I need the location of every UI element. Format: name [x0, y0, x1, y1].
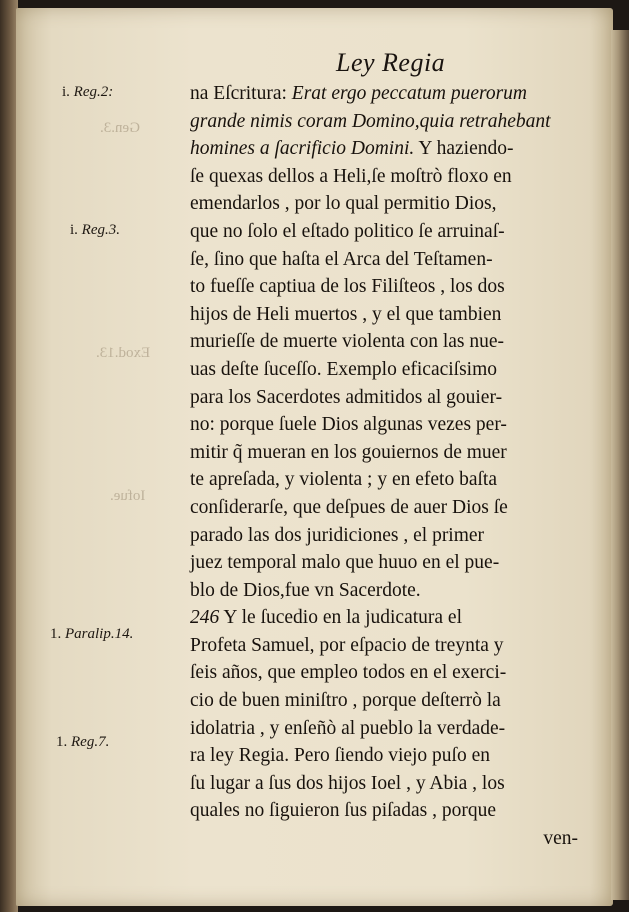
text-segment: ſu lugar a ſus dos hijos Ioel , y Abia , los	[190, 772, 505, 794]
text-segment: hijos de Heli muertos , y el que tambien	[190, 303, 502, 325]
text-segment: ven-	[543, 828, 578, 850]
text-line	[190, 494, 578, 522]
text-line	[190, 328, 578, 356]
margin-note-reference: Reg.7.	[71, 734, 110, 750]
page-edge	[611, 30, 629, 900]
text-segment: parado las dos juridiciones , el primer	[190, 524, 485, 546]
bleed-through-mark: Exod.13.	[96, 345, 151, 361]
text-line	[190, 384, 578, 412]
text-segment: ſe quexas dellos a Heli,ſe moſtrò floxo en	[190, 165, 512, 187]
text-line	[190, 742, 578, 770]
text-segment: uas deſte ſuceſſo. Exemplo eficaciſsimo	[190, 358, 498, 380]
text-line	[190, 356, 578, 384]
margin-note-reference: Paralip.14.	[65, 626, 134, 642]
margin-note-number: i.	[70, 222, 78, 238]
margin-note-number: 1.	[56, 734, 68, 750]
text-line	[190, 715, 578, 743]
text-line	[190, 659, 578, 687]
bleed-through-mark: Iofue.	[110, 488, 146, 504]
text-segment: blo de Dios,fue vn Sacerdote.	[190, 579, 421, 601]
body-text	[190, 80, 578, 853]
margin-note-reg-2	[62, 84, 182, 101]
text-line	[190, 797, 578, 825]
text-line	[190, 108, 578, 136]
text-line	[190, 80, 578, 108]
text-segment: quales no ſiguieron ſus piſadas , porque	[190, 800, 496, 822]
text-line	[190, 632, 578, 660]
margin-note-reg-3	[70, 222, 190, 239]
text-line	[190, 466, 578, 494]
text-line	[190, 604, 578, 632]
text-segment: para los Sacerdotes admitidos al gouier-	[190, 386, 503, 408]
text-segment: no: porque ſuele Dios algunas vezes per-	[190, 414, 507, 436]
margin-note-reg-7	[56, 734, 176, 751]
text-line	[190, 439, 578, 467]
text-line	[190, 411, 578, 439]
margin-note-paralip-14	[50, 626, 170, 643]
text-segment: murieſſe de muerte violenta con las nue-	[190, 331, 505, 353]
text-line	[190, 218, 578, 246]
text-segment: Profeta Samuel, por eſpacio de treynta y	[190, 634, 504, 656]
text-segment: ſe, ſino que haſta el Arca del Teſtamen-	[190, 248, 493, 270]
latin-quotation: homines a ſacrificio Domini.	[190, 138, 415, 160]
text-segment: ſeis años, que empleo todos en el exerci-	[190, 662, 507, 684]
margin-note-reference: Reg.3.	[81, 222, 120, 238]
text-line	[190, 135, 578, 163]
text-segment: idolatria , y enſeñò al pueblo la verdade-	[190, 717, 506, 739]
text-line	[190, 687, 578, 715]
text-segment: conſiderarſe, que deſpues de auer Dios ſe	[190, 496, 508, 518]
text-segment: ra ley Regia. Pero ſiendo viejo puſo en	[190, 745, 491, 767]
margin-note-number: i.	[62, 84, 70, 100]
text-segment: te apreſada, y violenta ; y en efeto baſta	[190, 469, 497, 491]
text-segment: que no ſolo el eſtado politico ſe arruinaſ-	[190, 220, 505, 242]
text-line	[190, 577, 578, 605]
text-segment: to fueſſe captiua de los Filiſteos , los dos	[190, 276, 505, 298]
text-line	[190, 522, 578, 550]
text-segment: cio de buen miniſtro , porque deſterrò la	[190, 690, 501, 712]
text-line	[190, 163, 578, 191]
bleed-through-mark: Gen.3.	[100, 120, 140, 136]
running-head: Ley Regia	[336, 48, 446, 77]
latin-quotation: Erat ergo peccatum puerorum	[291, 83, 528, 104]
margin-note-reference: Reg.2:	[73, 84, 114, 100]
margin-note-number: 1.	[50, 626, 62, 642]
paragraph-number: 246	[190, 607, 220, 629]
text-segment: emendarlos , por lo qual permitio Dios,	[190, 193, 497, 215]
text-segment: mitir q̃ mueran en los gouiernos de muer	[190, 441, 507, 463]
latin-quotation: grande nimis coram Domino,quia retrahebant	[190, 110, 551, 132]
text-segment: na Eſcritura:	[190, 83, 292, 104]
text-line	[190, 273, 578, 301]
text-segment: Y haziendo-	[414, 138, 514, 160]
text-line	[190, 190, 578, 218]
text-line	[190, 246, 578, 274]
text-line	[190, 301, 578, 329]
text-line	[190, 770, 578, 798]
text-segment: juez temporal malo que huuo en el pue-	[190, 552, 500, 574]
text-line	[190, 549, 578, 577]
text-segment: Y le ſucedio en la judicatura el	[219, 607, 462, 629]
catchword	[190, 825, 578, 853]
